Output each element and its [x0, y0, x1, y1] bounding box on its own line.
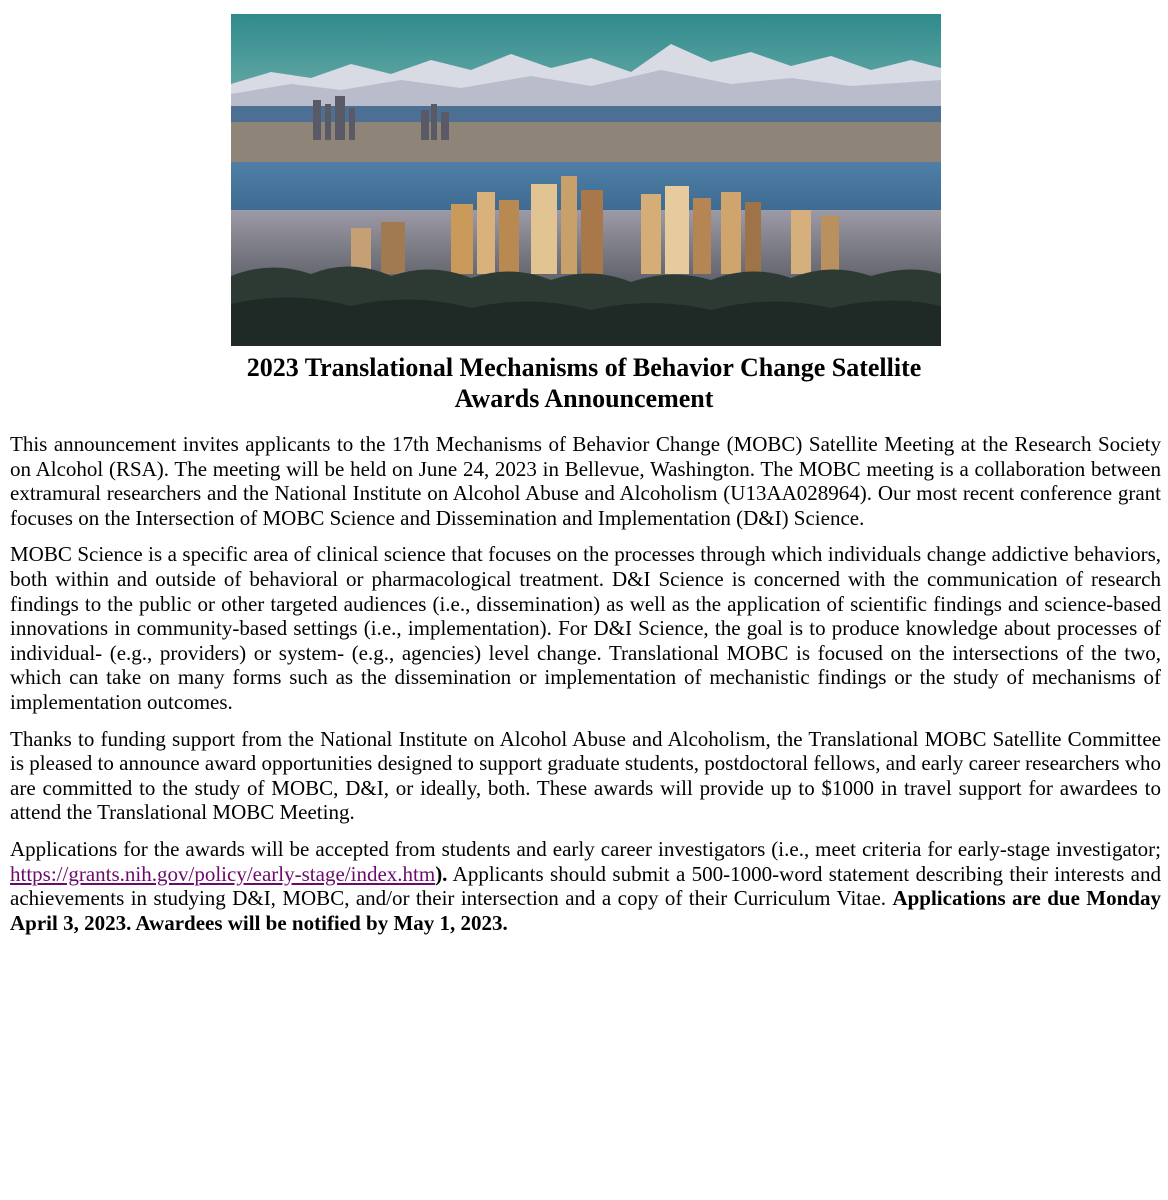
paragraph-applications [10, 837, 1161, 935]
applications-intro-text: Applications for the awards will be accepted from students and early career investigators (i.e., meet criteria for early-stage investigator; [10, 836, 1161, 861]
paragraph-introduction: This announcement invites applicants to the 17th Mechanisms of Behavior Change (MOBC) Satellite Meeting at the Research Society on Alcohol (RSA). The meeting will be held on June 24, 2023 in Bellevue, Washington. The MOBC meeting is a collaboration between extramural researchers and the National Institute on Alcohol Abuse and Alcoholism (U13AA028964). Our most recent conference grant focuses on the Intersection of MOBC Science and Dissemination and Implementation (D&I) Science. [10, 432, 1161, 530]
title-line-2: Awards Announcement [454, 384, 714, 413]
applications-instructions-text: Applicants should submit a 500-1000-word statement describing their interests and achievements in studying D&I, MOBC, and/or their intersection and a copy of their Curriculum Vitae. [10, 861, 1161, 911]
paragraph-funding: Thanks to funding support from the National Institute on Alcohol Abuse and Alcoholism, the Translational MOBC Satellite Committee is pleased to announce award opportunities designed to support graduate students, postdoctoral fellows, and early career researchers who are committed to the study of MOBC, D&I, or ideally, both. These awards will provide up to $1000 in travel support for awardees to attend the Translational MOBC Meeting. [10, 726, 1161, 825]
early-stage-investigator-link[interactable]: https://grants.nih.gov/policy/early-stage/index.htm [10, 861, 436, 886]
due-date-text: Applications are due Monday April 3, 2023. Awardees will be notified by May 1, 2023. [10, 886, 1161, 935]
title-line-1: 2023 Translational Mechanisms of Behavior Change Satellite [246, 353, 922, 382]
page-title [0, 352, 1168, 414]
announcement-body [10, 432, 1161, 947]
skyline-illustration [231, 14, 941, 346]
link-closing-text: ). [435, 861, 448, 886]
paragraph-mobc-science: MOBC Science is a specific area of clinical science that focuses on the processes through which individuals change addictive behaviors, both within and outside of behavioral or pharmacological treatment. D&I Science is concerned with the communication of research findings to the public or other targeted audiences (i.e., dissemination) as well as the application of scientific findings and science-based innovations in community-based settings (i.e., implementation). For D&I Science, the goal is to produce knowledge about processes of individual- (e.g., providers) or system- (e.g., agencies) level change. Translational MOBC is focused on the intersections of the two, which can take on many forms such as the dissemination or implementation of mechanistic findings or the study of mechanisms of implementation outcomes. [10, 542, 1161, 714]
bellevue-skyline-photo [231, 14, 941, 346]
